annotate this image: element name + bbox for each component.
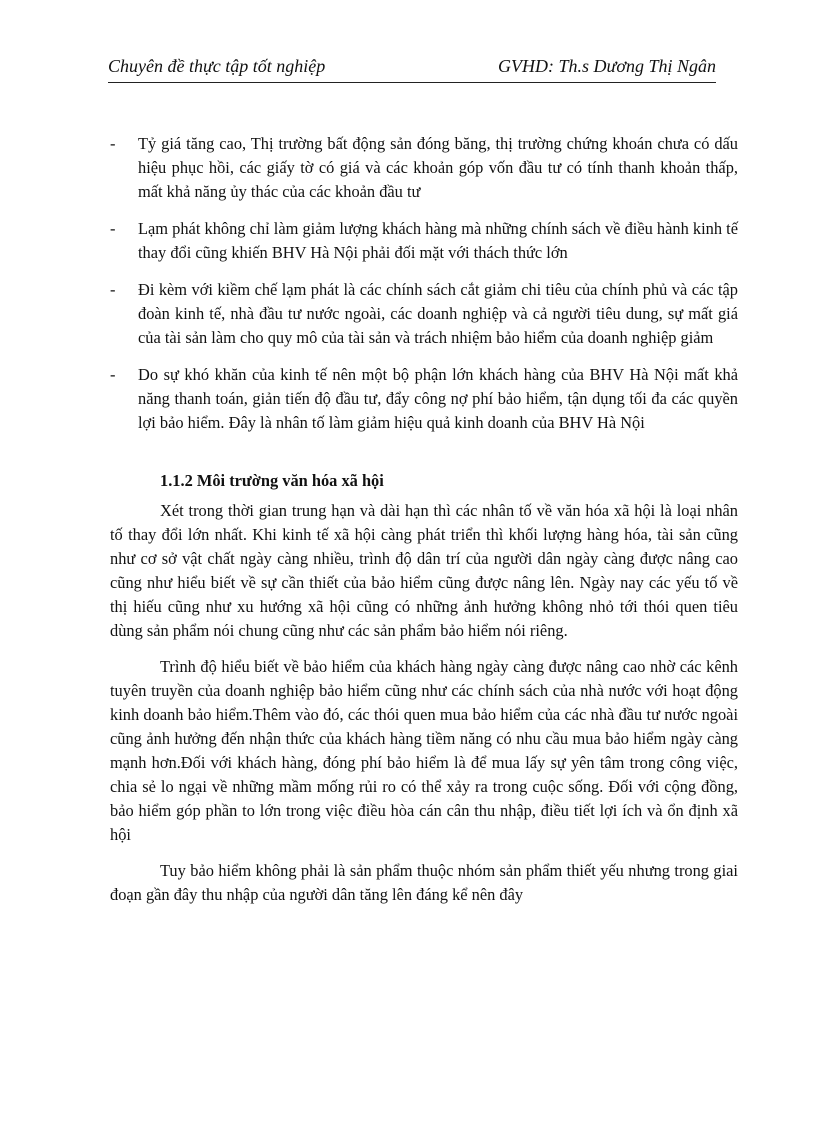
page-header — [108, 50, 716, 83]
list-item — [110, 363, 738, 435]
body-paragraph: Tuy bảo hiểm không phải là sản phẩm thuộc nhóm sản phẩm thiết yếu nhưng trong giai đoạn gần đây thu nhập của người dân tăng lên đáng kể nên đây — [110, 861, 738, 904]
body-paragraph: Xét trong thời gian trung hạn và dài hạn thì các nhân tố về văn hóa xã hội là loại nhân tố thay đổi lớn nhất. Khi kinh tế xã hội càng phát triển thì khối lượng hàng hóa, tài sản cũng như cơ sở vật chất ngày càng nhiều, trình độ dân trí của người dân ngày càng được nâng cao cũng như hiểu biết về sự cần thiết của bảo hiểm cũng được nâng lên. Ngày nay các yếu tố về thị hiếu cũng như xu hướng xã hội cũng có những ảnh hưởng không nhỏ tới thói quen tiêu dùng sản phẩm nói chung cũng như các sản phẩm bảo hiểm nói riêng. — [110, 501, 738, 640]
header-document-title: Chuyên đề thực tập tốt nghiệp — [108, 56, 326, 76]
bullet-dash: - — [110, 365, 116, 384]
page-content — [110, 132, 738, 919]
list-item-text: Đi kèm với kiềm chế lạm phát là các chính sách cắt giảm chi tiêu của chính phủ và các tập đoàn kinh tế, nhà đầu tư nước ngoài, các doanh nghiệp và cả người tiêu dung, sự mất giá của tài sản làm cho quy mô của tài sản và trách nhiệm bảo hiểm của doanh nghiệp giảm — [138, 280, 738, 347]
body-paragraph: Trình độ hiểu biết về bảo hiểm của khách hàng ngày càng được nâng cao nhờ các kênh tuyên truyền của doanh nghiệp bảo hiểm cũng như các chính sách của nhà nước với hoạt động kinh doanh bảo hiểm.Thêm vào đó, các thói quen mua bảo hiểm của các nhà đầu tư nước ngoài cũng ảnh hưởng đến nhận thức của khách hàng tiềm năng có nhu cầu mua bảo hiểm ngày càng mạnh hơn.Đối với khách hàng, đóng phí bảo hiểm là để mua lấy sự yên tâm trong công việc, chia sẻ lo ngại về những mầm mống rủi ro có thể xảy ra trong cuộc sống. Đối với cộng đồng, bảo hiểm góp phần to lớn trong việc điều hòa cán cân thu nhập, điều tiết lợi ích và ổn định xã hội — [110, 657, 738, 844]
list-item — [110, 132, 738, 204]
section-heading: 1.1.2 Môi trường văn hóa xã hội — [160, 471, 384, 490]
list-item — [110, 278, 738, 350]
list-item-text: Lạm phát không chỉ làm giảm lượng khách hàng mà những chính sách về điều hành kinh tế thay đổi cũng khiến BHV Hà Nội phải đối mặt với thách thức lớn — [138, 219, 738, 262]
list-item — [110, 217, 738, 265]
list-item-text: Tỷ giá tăng cao, Thị trường bất động sản đóng băng, thị trường chứng khoán chưa có dấu hiệu phục hồi, các giấy tờ có giá và các khoản góp vốn đầu tư có tính thanh khoản thấp, mất khả năng ủy thác của các khoản đầu tư — [138, 134, 738, 201]
bullet-dash: - — [110, 219, 116, 238]
bullet-dash: - — [110, 280, 116, 299]
bullet-dash: - — [110, 134, 116, 153]
header-supervisor: GVHD: Th.s Dương Thị Ngân — [498, 56, 716, 76]
list-item-text: Do sự khó khăn của kinh tế nên một bộ phận lớn khách hàng của BHV Hà Nội mất khả năng thanh toán, giản tiến độ đầu tư, đẩy công nợ phí bảo hiểm, tận dụng tối đa các quyền lợi bảo hiểm. Đây là nhân tố làm giảm hiệu quả kinh doanh của BHV Hà Nội — [138, 365, 738, 432]
bullet-list — [110, 132, 738, 435]
